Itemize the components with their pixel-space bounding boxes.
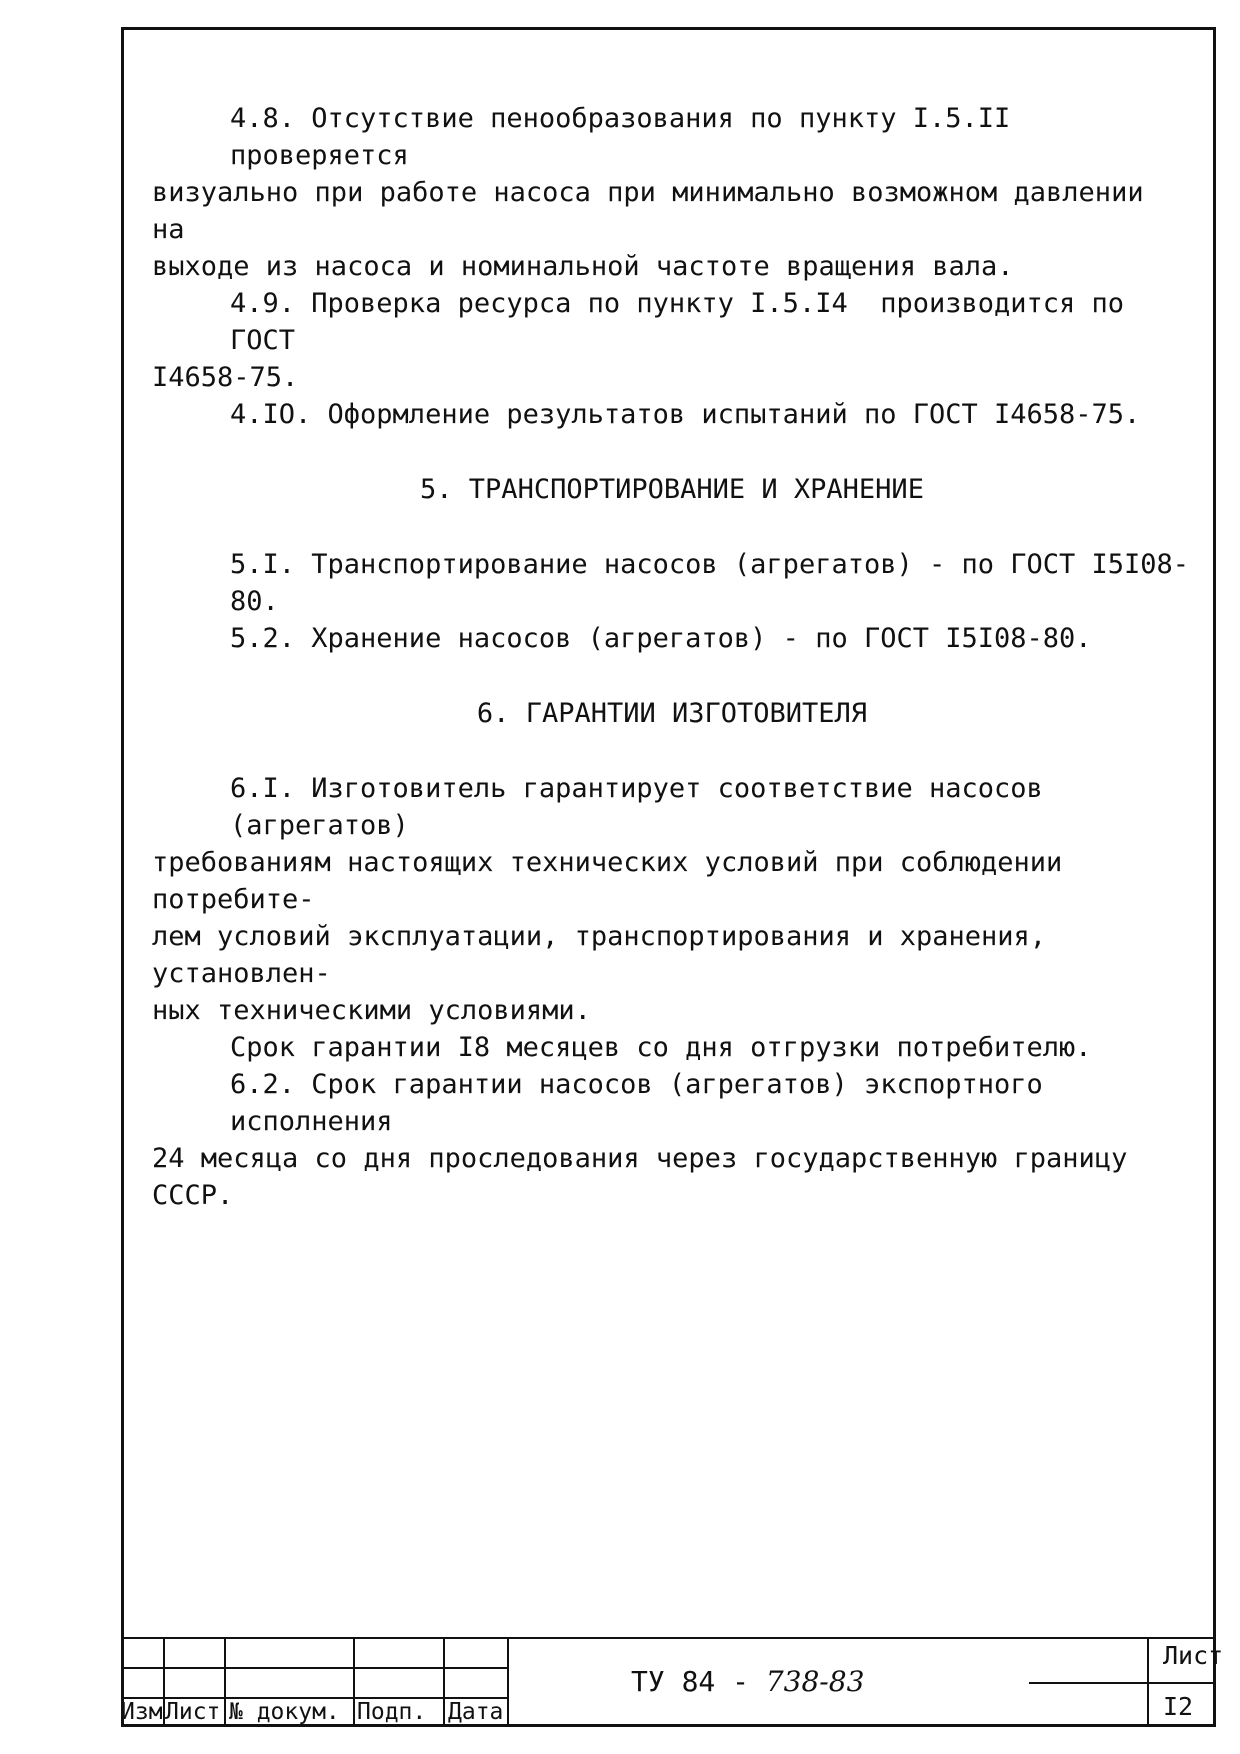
stamp-col-doc-number: № докум. xyxy=(229,1699,340,1725)
para-6-1-warranty-term: Срок гарантии I8 месяцев со дня отгрузки потребителю. xyxy=(230,1032,1092,1063)
document-designation xyxy=(631,1665,864,1698)
stamp-col-date: Дата xyxy=(448,1699,504,1725)
para-5-2: 5.2. Хранение насосов (агрегатов) - по ГОСТ I5I08-80. xyxy=(230,623,1092,654)
para-4-10: 4.IO. Оформление результатов испытаний по ГОСТ I4658-75. xyxy=(230,399,1141,430)
document-designation-handwritten: 738-83 xyxy=(765,1665,865,1698)
section-6-heading: 6. ГАРАНТИИ ИЗГОТОВИТЕЛЯ xyxy=(476,698,868,729)
para-4-9-line-1: 4.9. Проверка ресурса по пункту I.5.I4 производится по ГОСТ xyxy=(230,288,1141,356)
para-4-8-line-3: выходе из насоса и номинальной частоте вращения вала. xyxy=(152,251,1014,282)
para-6-1-line-4: ных техническими условиями. xyxy=(152,995,591,1026)
para-4-8-line-2: визуально при работе насоса при минимально возможном давлении на xyxy=(152,177,1177,245)
stamp-col-signature: Подп. xyxy=(357,1699,427,1725)
para-6-1-line-2: требованиям настоящих технических условий при соблюдении потребите- xyxy=(152,847,1079,915)
para-6-1-line-1: 6.I. Изготовитель гарантирует соответствие насосов (агрегатов) xyxy=(230,773,1060,841)
document-designation-prefix: ТУ 84 - xyxy=(631,1665,766,1698)
section-5-heading: 5. ТРАНСПОРТИРОВАНИЕ И ХРАНЕНИЕ xyxy=(420,474,924,505)
title-block xyxy=(121,1637,1224,1727)
stamp-col-change: Изм xyxy=(121,1699,163,1725)
document-body xyxy=(152,100,1192,1214)
sheet-label: Лист xyxy=(1163,1641,1224,1670)
para-5-1: 5.I. Транспортирование насосов (агрегатов) - по ГОСТ I5I08-80. xyxy=(230,549,1190,617)
stamp-col-sheet: Лист xyxy=(165,1699,221,1725)
sheet-number: I2 xyxy=(1163,1692,1194,1721)
para-4-9-line-2: I4658-75. xyxy=(152,362,299,393)
para-4-8-line-1: 4.8. Отсутствие пенообразования по пункту I.5.II проверяется xyxy=(230,103,1027,171)
para-6-1-line-3: лем условий эксплуатации, транспортирования и хранения, установлен- xyxy=(152,921,1063,989)
para-6-2-line-2: 24 месяца со дня проследования через государственную границу СССР. xyxy=(152,1143,1144,1211)
para-6-2-line-1: 6.2. Срок гарантии насосов (агрегатов) экспортного исполнения xyxy=(230,1069,1060,1137)
